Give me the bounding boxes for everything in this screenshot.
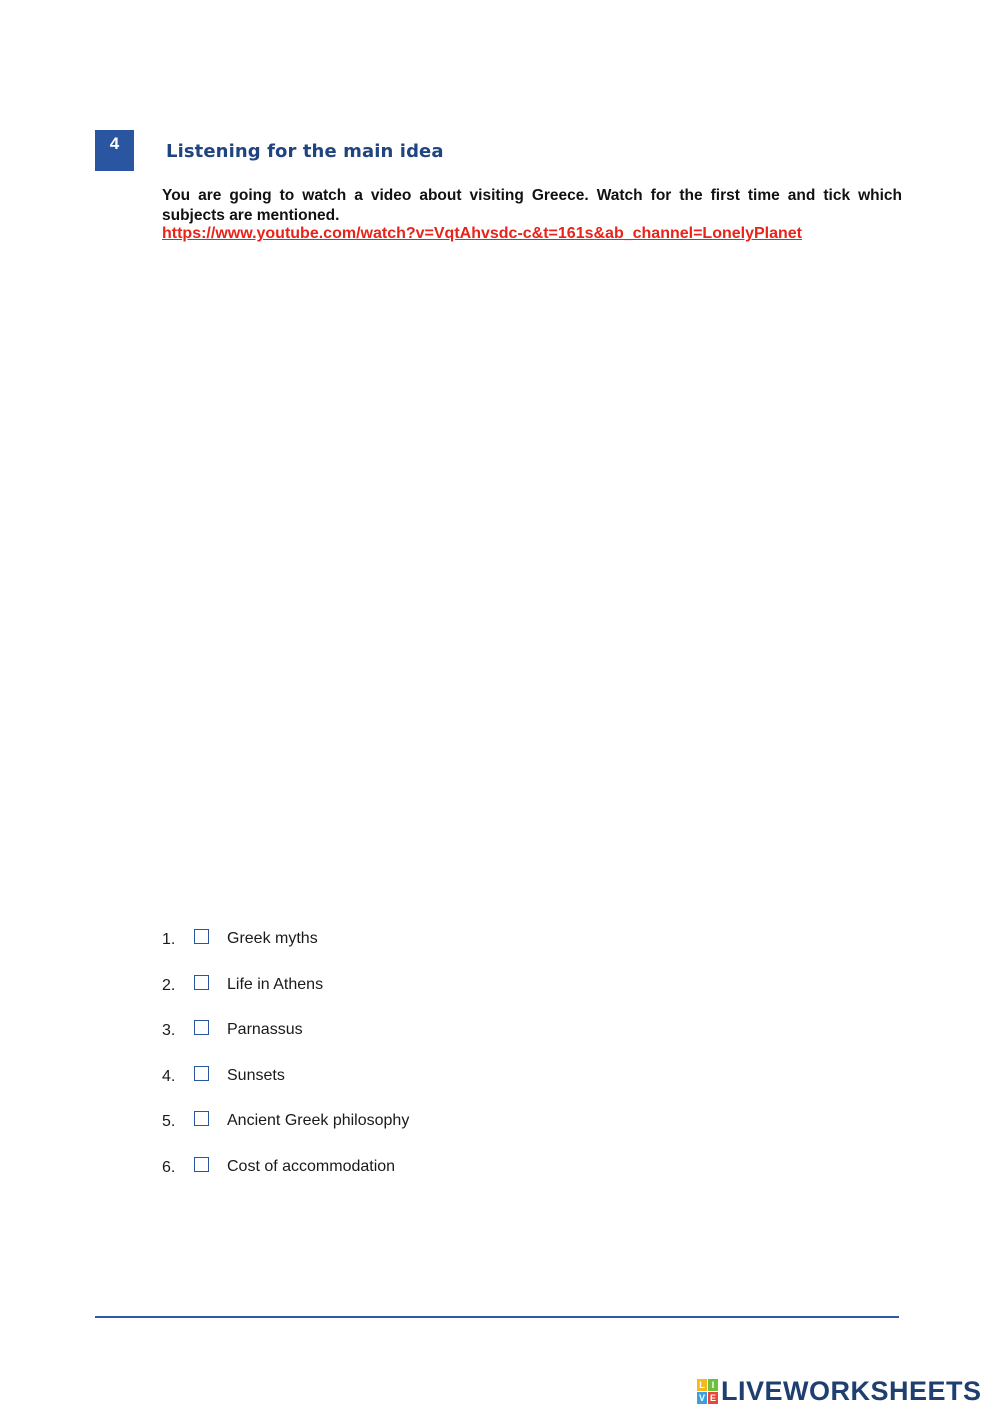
item-number: 6.	[162, 1158, 176, 1176]
checklist-item	[162, 1063, 409, 1109]
logo-tile: V	[698, 1393, 705, 1403]
instructions-text: You are going to watch a video about visiting Greece. Watch for the first time and tick which subjects are mentioned.	[162, 187, 902, 224]
liveworksheets-logo-icon	[697, 1379, 718, 1404]
item-number: 2.	[162, 976, 176, 994]
checkbox[interactable]	[194, 1020, 209, 1035]
item-number: 3.	[162, 1022, 176, 1040]
section-number-badge: 4	[95, 130, 134, 171]
item-number: 5.	[162, 1113, 176, 1131]
item-label: Ancient Greek philosophy	[227, 1112, 410, 1130]
footer-divider	[95, 1316, 899, 1318]
video-link[interactable]: https://www.youtube.com/watch?v=VqtAhvsdc-c&t=161s&ab_channel=LonelyPlanet	[162, 225, 802, 242]
item-label: Parnassus	[227, 1021, 303, 1039]
logo-tile: E	[709, 1393, 716, 1403]
checklist-item	[162, 972, 409, 1018]
checklist-item	[162, 1017, 409, 1063]
checkbox[interactable]	[194, 1157, 209, 1172]
checklist-item	[162, 926, 409, 972]
subject-checklist	[162, 926, 409, 1200]
section-title: Listening for the main idea	[166, 141, 444, 162]
checklist-item	[162, 1154, 409, 1200]
item-label: Sunsets	[227, 1066, 285, 1084]
logo-tile: I	[708, 1379, 718, 1391]
item-number: 4.	[162, 1067, 176, 1085]
checklist-item	[162, 1108, 409, 1154]
item-number: 1.	[162, 931, 176, 948]
checkbox[interactable]	[194, 1066, 209, 1081]
checkbox[interactable]	[194, 975, 209, 990]
item-label: Greek myths	[227, 930, 318, 947]
checkbox[interactable]	[194, 929, 209, 944]
liveworksheets-brand	[697, 1376, 982, 1407]
brand-name: LIVEWORKSHEETS	[721, 1376, 982, 1406]
checkbox[interactable]	[194, 1111, 209, 1126]
item-label: Cost of accommodation	[227, 1157, 396, 1175]
logo-tile: L	[697, 1379, 707, 1391]
item-label: Life in Athens	[227, 975, 324, 993]
